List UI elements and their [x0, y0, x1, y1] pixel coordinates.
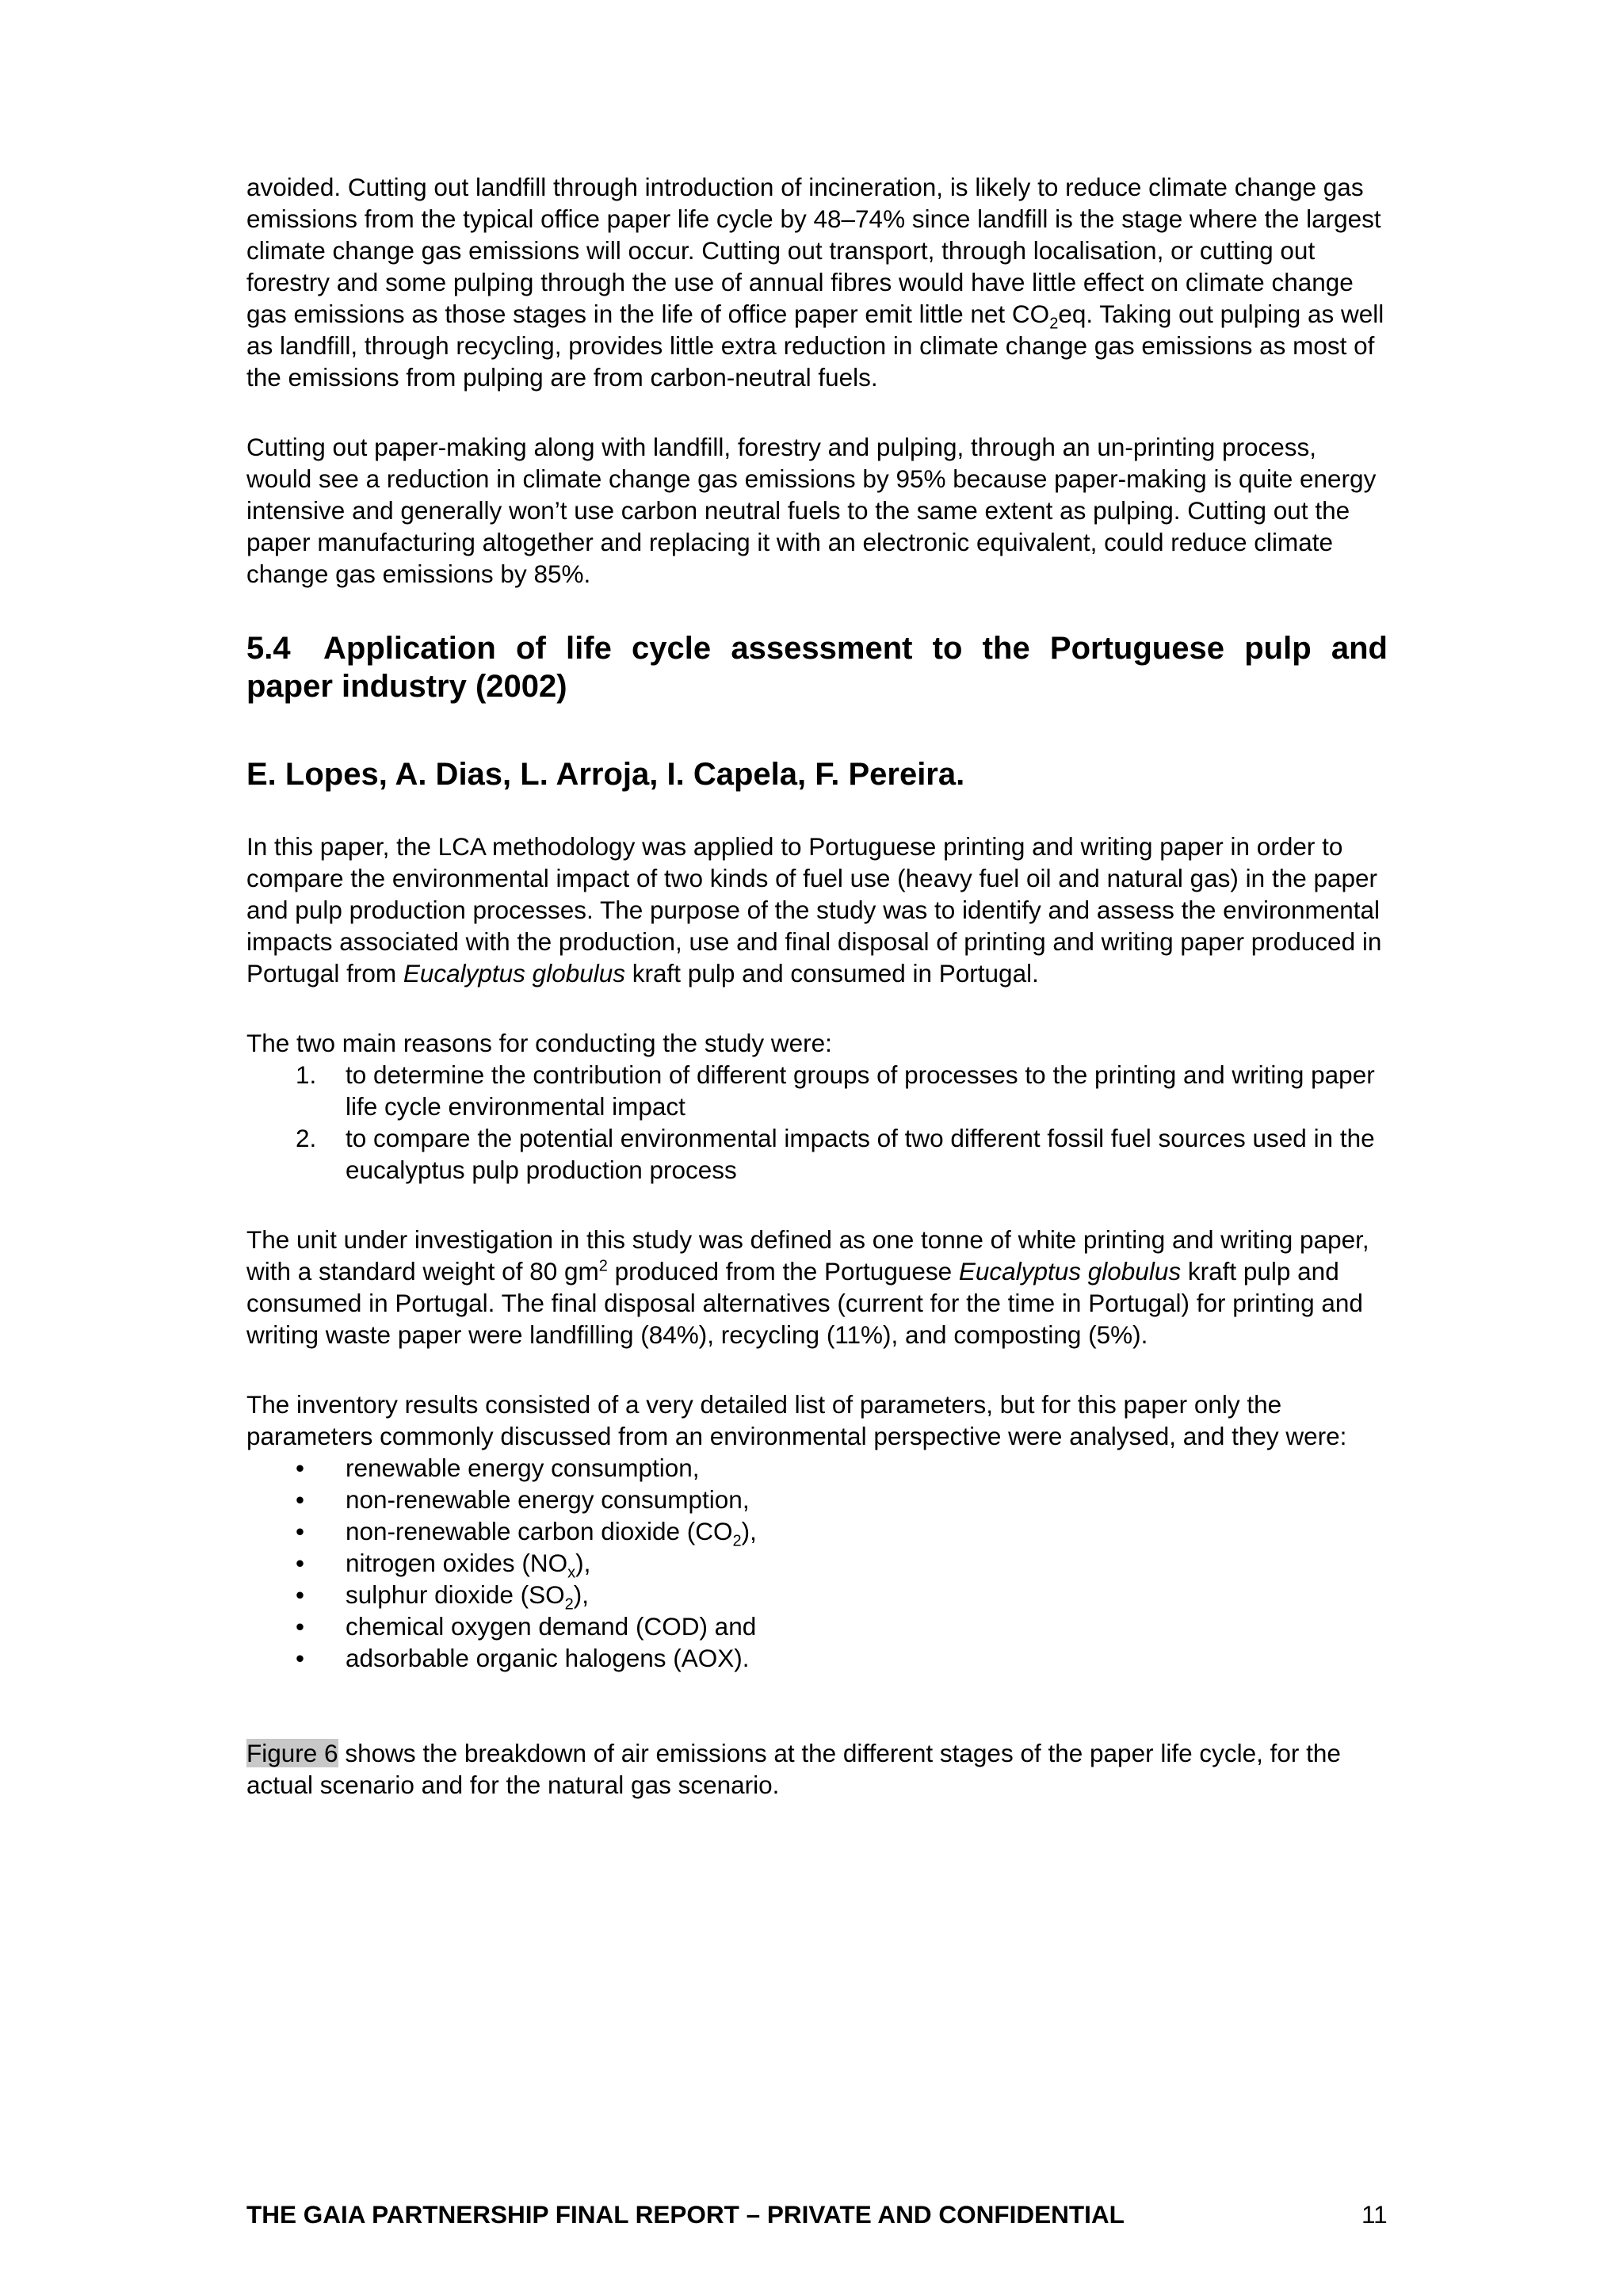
paragraph-inventory-results: The inventory results consisted of a very detailed list of parameters, but for this paper only the parameters commonly discussed from an environmental perspective were analysed, and they were: [246, 1390, 1347, 1450]
list-item: 2. to compare the potential environmental impacts of two different fossil fuel sources used in the eucalyptus pulp production process [296, 1124, 1375, 1184]
bullet-icon: • [296, 1644, 305, 1672]
list-item: • sulphur dioxide $(SO_2)$, [296, 1580, 590, 1614]
paragraph-unit-investigation: The unit under investigation in this study was defined as one tonne of white printing and writing paper, with a standard weight of 80 $gm^2$ produced from the Portuguese Eucalyptus globulus kraft pulp and consumed in Portugal. The final disposal alternatives (current for the time in Portugal) for printing and writing waste paper were landfilling (84%), recycling (11%), and composting (5%). [246, 1225, 1369, 1349]
section-title-line2: paper industry (2002) [246, 669, 567, 704]
paragraph-figure-6: Figure 6 shows the breakdown of air emissions at the different stages of the paper life cycle, for the actual scenario and for the natural gas scenario. [246, 1739, 1341, 1799]
list-item: • non-renewable carbon dioxide $(CO_2)$, [296, 1517, 757, 1550]
paragraph-paper-making: Cutting out paper-making along with landfill, forestry and pulping, through an un-printing process, would see a reduction in climate change gas emissions by 95% because paper-making is quite energy intensive and generally won’t use carbon neutral fuels to the same extent as pulping. Cutting out the paper manufacturing altogether and replacing it with an electronic equivalent, could reduce climate change gas emissions by 85%. [246, 433, 1377, 588]
footer-text: THE GAIA PARTNERSHIP FINAL REPORT – PRIVATE AND CONFIDENTIAL [246, 2200, 1125, 2229]
section-heading [246, 629, 1388, 705]
parameters-list [246, 1452, 1388, 1674]
authors-heading: E. Lopes, A. Dias, L. Arroja, I. Capela, F. Pereira. [246, 757, 965, 792]
bullet-icon: • [296, 1549, 305, 1577]
paragraph-landfill-incineration: avoided. Cutting out landfill through introduction of incineration, is likely to reduce climate change gas emissions from the typical office paper life cycle by 48–74% since landfill is the stage where the largest climate change gas emissions will occur. Cutting out transport, through localisation, or cutting out forestry and some pulping through the use of annual fibres would have little effect on climate change gas emissions as those stages in the life of office paper emit little net $CO_2eq$. Taking out pulping as well as landfill, through recycling, provides little extra reduction in climate change gas emissions as most of the emissions from pulping are from carbon-neutral fuels. [246, 173, 1384, 392]
list-item: • chemical oxygen demand (COD) and [296, 1612, 757, 1641]
bullet-icon: • [296, 1517, 305, 1545]
bullet-icon: • [296, 1580, 305, 1609]
bullet-icon: • [296, 1485, 305, 1514]
page-body [246, 171, 1388, 1801]
reasons-list [246, 1059, 1388, 1186]
list-item: • adsorbable organic halogens (AOX). [296, 1644, 750, 1672]
paragraph-two-reasons: The two main reasons for conducting the study were: [246, 1029, 832, 1057]
page-number: 11 [1361, 2200, 1388, 2229]
bullet-icon: • [296, 1612, 305, 1641]
bullet-icon: • [296, 1454, 305, 1482]
paragraph-lca-methodology: In this paper, the LCA methodology was applied to Portuguese printing and writing paper in order to compare the environmental impact of two kinds of fuel use (heavy fuel oil and natural gas) in the paper and pulp production processes. The purpose of the study was to identify and assess the environmental impacts associated with the production, use and final disposal of printing and writing paper produced in Portugal from Eucalyptus globulus kraft pulp and consumed in Portugal. [246, 832, 1382, 988]
section-title-line1: Application of life cycle assessment to the Portuguese pulp and [323, 631, 1388, 666]
list-item: • non-renewable energy consumption, [296, 1485, 750, 1514]
section-number: 5.4 [246, 631, 291, 666]
list-item: • nitrogen oxides $(NO_x)$, [296, 1549, 591, 1582]
list-item: • renewable energy consumption, [296, 1454, 700, 1482]
list-item: 1. to determine the contribution of different groups of processes to the printing and writing paper life cycle environmental impact [296, 1060, 1375, 1121]
figure-6-link[interactable]: Figure 6 [246, 1739, 338, 1767]
